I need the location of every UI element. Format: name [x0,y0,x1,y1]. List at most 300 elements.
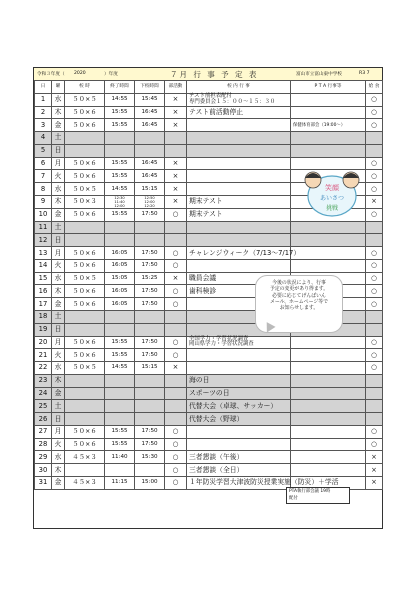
weekday: 水 [52,362,65,375]
end-time [105,413,135,426]
weekday: 金 [52,387,65,400]
pta-event [291,374,366,387]
school-lunch [366,144,383,157]
club-activity: × [165,170,187,183]
end-time: 15:55 [105,438,135,451]
period-schedule: ５０×５ [65,362,105,375]
school-event: 代替大会（野球） [187,413,291,426]
club-activity: × [165,157,187,170]
table-row [35,93,383,106]
fiscal-year-suffix: ）年度 [104,72,118,77]
day-number: 19 [35,323,52,336]
table-row [35,362,383,375]
day-number: 18 [35,311,52,324]
club-activity [165,323,187,336]
column-header: 終了時間 [105,81,135,94]
end-time: 15:55 [105,119,135,132]
column-header: 校 内 行 事 [187,81,291,94]
day-number: 13 [35,247,52,260]
leave-time: 16:45 [135,106,165,119]
day-number: 12 [35,234,52,247]
end-time [105,387,135,400]
leave-time: 15:45 [135,93,165,106]
period-schedule: ４５×３ [65,476,105,489]
leave-time [135,311,165,324]
leave-time: 15:25 [135,272,165,285]
weekday: 月 [52,425,65,438]
weekday: 日 [52,144,65,157]
column-header: 給 食 [366,81,383,94]
day-number: 21 [35,349,52,362]
school-event: 代替大会（卓球、サッカー） [187,400,291,413]
table-row [35,259,383,272]
end-time: 15:55 [105,349,135,362]
period-schedule: ５０×６ [65,298,105,311]
day-number: 15 [35,272,52,285]
school-event: テスト前担表配付 専門委員会１５：００～１５：３０ [187,93,291,106]
school-lunch: ○ [366,208,383,221]
leave-time [135,234,165,247]
leave-time [135,374,165,387]
table-row [35,451,383,464]
weekday: 金 [52,298,65,311]
end-time: 15:55 [105,157,135,170]
period-schedule: ４５×３ [65,451,105,464]
school-lunch [366,400,383,413]
school-lunch: ○ [366,362,383,375]
day-number: 11 [35,221,52,234]
weekday: 土 [52,311,65,324]
leave-time: 17:50 [135,259,165,272]
club-activity [165,144,187,157]
school-lunch [366,311,383,324]
school-lunch: ○ [366,285,383,298]
period-schedule: ５０×６ [65,170,105,183]
school-lunch: ○ [366,183,383,196]
day-number: 24 [35,387,52,400]
weekday: 木 [52,106,65,119]
column-header: P T A 行事等 [291,81,366,94]
school-lunch: ○ [366,259,383,272]
club-activity: ○ [165,247,187,260]
period-schedule: ５０×５ [65,272,105,285]
day-number: 22 [35,362,52,375]
leave-time: 12:50 12:00 12:20 [135,195,165,208]
leave-time: 15:30 [135,451,165,464]
end-time [105,132,135,145]
weekday: 金 [52,476,65,489]
end-time [105,323,135,336]
club-activity: ○ [165,476,187,489]
end-time: 15:55 [105,336,135,349]
table-row [35,106,383,119]
day-number: 31 [35,476,52,489]
day-number: 14 [35,259,52,272]
school-event [187,144,291,157]
pta-event [291,234,366,247]
day-number: 27 [35,425,52,438]
weekday: 土 [52,221,65,234]
school-lunch: ○ [366,247,383,260]
table-row [35,247,383,260]
leave-time [135,144,165,157]
weekday: 木 [52,374,65,387]
weekday: 木 [52,464,65,477]
day-number: 17 [35,298,52,311]
club-activity: ○ [165,285,187,298]
club-activity [165,132,187,145]
period-schedule [65,221,105,234]
school-lunch: ○ [366,170,383,183]
pta-event [291,400,366,413]
period-schedule [65,144,105,157]
school-event: 三者懇談（全日） [187,464,291,477]
day-number: 2 [35,106,52,119]
school-lunch [366,132,383,145]
weekday: 火 [52,259,65,272]
club-activity [165,413,187,426]
period-schedule [65,387,105,400]
school-lunch [366,374,383,387]
period-schedule [65,323,105,336]
period-schedule [65,311,105,324]
weekday: 木 [52,195,65,208]
club-activity [165,374,187,387]
end-time: 15:55 [105,170,135,183]
table-row [35,374,383,387]
school-event [187,234,291,247]
table-row [35,119,383,132]
school-event [187,362,291,375]
leave-time: 17:50 [135,208,165,221]
school-event: 職員会議 [187,272,291,285]
school-lunch [366,221,383,234]
end-time: 14:55 [105,93,135,106]
period-schedule: ５０×６ [65,247,105,260]
pta-event [291,132,366,145]
school-mascot-emblem [297,164,367,224]
pta-event [291,464,366,477]
day-number: 25 [35,400,52,413]
end-time [105,144,135,157]
day-number: 3 [35,119,52,132]
weekday: 火 [52,349,65,362]
school-lunch: × [366,476,383,489]
period-schedule: ５０×６ [65,285,105,298]
period-schedule [65,413,105,426]
school-lunch [366,387,383,400]
leave-time [135,132,165,145]
pta-event [291,387,366,400]
table-row [35,336,383,349]
club-activity: ○ [165,298,187,311]
school-lunch: × [366,464,383,477]
school-event: １年防災学習大津波防災授業実施（防災）＋学活 [187,476,291,489]
club-activity: ○ [165,259,187,272]
page-title: ７月 行 事 予 定 表 [170,70,259,79]
school-event [187,259,291,272]
weekday: 火 [52,438,65,451]
leave-time: 17:50 [135,285,165,298]
period-schedule: ５０×６ [65,438,105,451]
table-row [35,438,383,451]
pta-event [291,247,366,260]
school-event: チャレンジウィーク（7/13～7/17） [187,247,291,260]
school-name: 富山市立富山東中学校 [296,72,342,77]
period-schedule: ５０×６ [65,336,105,349]
club-activity [165,387,187,400]
day-number: 20 [35,336,52,349]
club-activity: ○ [165,464,187,477]
end-time [105,374,135,387]
period-schedule [65,464,105,477]
period-schedule: ５０×６ [65,157,105,170]
table-row [35,234,383,247]
fiscal-year-value: 2020 [74,71,86,76]
pta-event [291,93,366,106]
end-time: 15:05 [105,272,135,285]
club-activity: × [165,106,187,119]
club-activity: ○ [165,349,187,362]
day-number: 6 [35,157,52,170]
school-lunch [366,323,383,336]
leave-time: 17:50 [135,298,165,311]
period-schedule: ５０×６ [65,259,105,272]
school-lunch: ○ [366,106,383,119]
period-schedule [65,132,105,145]
period-schedule [65,374,105,387]
school-lunch: × [366,195,383,208]
leave-time: 17:50 [135,336,165,349]
pta-event [291,336,366,349]
leave-time [135,413,165,426]
school-event: 海の日 [187,374,291,387]
day-number: 8 [35,183,52,196]
school-lunch: ○ [366,272,383,285]
end-time: 15:55 [105,425,135,438]
fiscal-year-label: 令和３年度（ [37,72,65,77]
school-event: 全国学力・学習状況調査 岡山県学力・学習状況調査 [187,336,291,349]
end-time: 12:30 11:40 12:00 [105,195,135,208]
column-header: 下校時間 [135,81,165,94]
club-activity [165,234,187,247]
school-lunch [366,413,383,426]
club-activity: ○ [165,336,187,349]
leave-time: 16:45 [135,170,165,183]
column-header: 日 [35,81,52,94]
end-time: 15:55 [105,208,135,221]
table-row [35,413,383,426]
end-time: 16:05 [105,259,135,272]
school-event [187,425,291,438]
school-event: テスト前活動停止 [187,106,291,119]
leave-time [135,464,165,477]
pta-note-box: PTA執行部会議 19時 配付 [286,487,350,504]
end-time: 11:40 [105,451,135,464]
end-time [105,234,135,247]
day-number: 30 [35,464,52,477]
leave-time: 17:50 [135,247,165,260]
end-time [105,311,135,324]
table-row [35,464,383,477]
end-time: 14:55 [105,183,135,196]
club-activity: × [165,195,187,208]
end-time [105,221,135,234]
column-header: 校 時 [65,81,105,94]
club-activity: ○ [165,425,187,438]
leave-time: 17:50 [135,349,165,362]
svg-text:挑戦: 挑戦 [325,205,339,212]
table-row [35,387,383,400]
leave-time: 15:00 [135,476,165,489]
leave-time [135,221,165,234]
club-activity: × [165,272,187,285]
leave-time: 17:50 [135,425,165,438]
column-header: 部活動 [165,81,187,94]
end-time [105,400,135,413]
leave-time [135,400,165,413]
period-schedule: ５０×６ [65,425,105,438]
leave-time: 17:50 [135,438,165,451]
school-event: 期末テスト [187,208,291,221]
end-time: 11:15 [105,476,135,489]
club-activity: × [165,93,187,106]
weekday: 水 [52,183,65,196]
day-number: 10 [35,208,52,221]
weekday: 月 [52,247,65,260]
end-time: 16:05 [105,247,135,260]
day-number: 1 [35,93,52,106]
period-schedule: ５０×５ [65,183,105,196]
svg-text:笑顔: 笑顔 [325,184,339,192]
pta-event [291,451,366,464]
header-row [35,81,383,94]
school-lunch: ○ [366,93,383,106]
club-activity: × [165,362,187,375]
weekday: 水 [52,451,65,464]
leave-time: 15:15 [135,362,165,375]
school-lunch: ○ [366,157,383,170]
period-schedule: ５０×６ [65,106,105,119]
leave-time: 16:45 [135,119,165,132]
period-schedule: ５０×５ [65,93,105,106]
day-number: 28 [35,438,52,451]
school-event [187,170,291,183]
period-schedule [65,234,105,247]
period-schedule: ５０×６ [65,208,105,221]
club-activity [165,400,187,413]
day-number: 26 [35,413,52,426]
pta-event: 保健体育部会（19:00～） [291,119,366,132]
weekday: 月 [52,157,65,170]
pta-event [291,362,366,375]
pta-event [291,144,366,157]
school-lunch: × [366,451,383,464]
day-number: 9 [35,195,52,208]
club-activity [165,311,187,324]
leave-time: 15:15 [135,183,165,196]
leave-time [135,323,165,336]
leave-time [135,387,165,400]
weekday: 日 [52,323,65,336]
pta-event [291,438,366,451]
day-number: 23 [35,374,52,387]
table-row [35,349,383,362]
day-number: 29 [35,451,52,464]
school-lunch: ○ [366,298,383,311]
school-lunch [366,234,383,247]
weekday: 火 [52,170,65,183]
club-activity: ○ [165,438,187,451]
school-lunch: ○ [366,438,383,451]
end-time: 15:55 [105,106,135,119]
weekday: 水 [52,272,65,285]
school-event [187,119,291,132]
svg-text:あいさつ: あいさつ [319,195,345,202]
end-time [105,464,135,477]
school-event: 歯科検診 [187,285,291,298]
school-event: スポーツの日 [187,387,291,400]
pta-event [291,349,366,362]
club-activity: × [165,183,187,196]
pta-event [291,259,366,272]
school-lunch: ○ [366,336,383,349]
weekday: 月 [52,336,65,349]
pta-event [291,413,366,426]
weekday: 金 [52,208,65,221]
school-event [187,157,291,170]
weekday: 日 [52,234,65,247]
period-schedule: ５０×３ [65,195,105,208]
club-activity: ○ [165,451,187,464]
school-event [187,183,291,196]
day-number: 4 [35,132,52,145]
school-event [187,221,291,234]
weekday: 金 [52,119,65,132]
day-number: 7 [35,170,52,183]
school-event [187,349,291,362]
school-lunch: ○ [366,349,383,362]
club-activity: ○ [165,208,187,221]
column-header: 曜 [52,81,65,94]
period-schedule [65,400,105,413]
weekday: 日 [52,413,65,426]
club-activity: × [165,119,187,132]
school-lunch: ○ [366,119,383,132]
end-time: 14:55 [105,362,135,375]
weekday: 水 [52,93,65,106]
end-time: 16:05 [105,298,135,311]
weekday: 木 [52,285,65,298]
table-row [35,144,383,157]
table-row [35,400,383,413]
table-row [35,132,383,145]
club-activity [165,221,187,234]
weekday: 土 [52,400,65,413]
leave-time: 16:45 [135,157,165,170]
table-row [35,425,383,438]
document-code: R3 7 [359,71,370,76]
day-number: 16 [35,285,52,298]
period-schedule: ５０×６ [65,119,105,132]
school-event: 期末テスト [187,195,291,208]
pta-event [291,106,366,119]
pta-event [291,425,366,438]
school-event: 三者懇談（午後） [187,451,291,464]
notice-bubble: 今後の状況により、行事 予定の変更があり得ます。 必要に応じてげんぱいん メール、ホームページ等で お知らせします。 [255,275,343,333]
school-event [187,132,291,145]
weekday: 土 [52,132,65,145]
